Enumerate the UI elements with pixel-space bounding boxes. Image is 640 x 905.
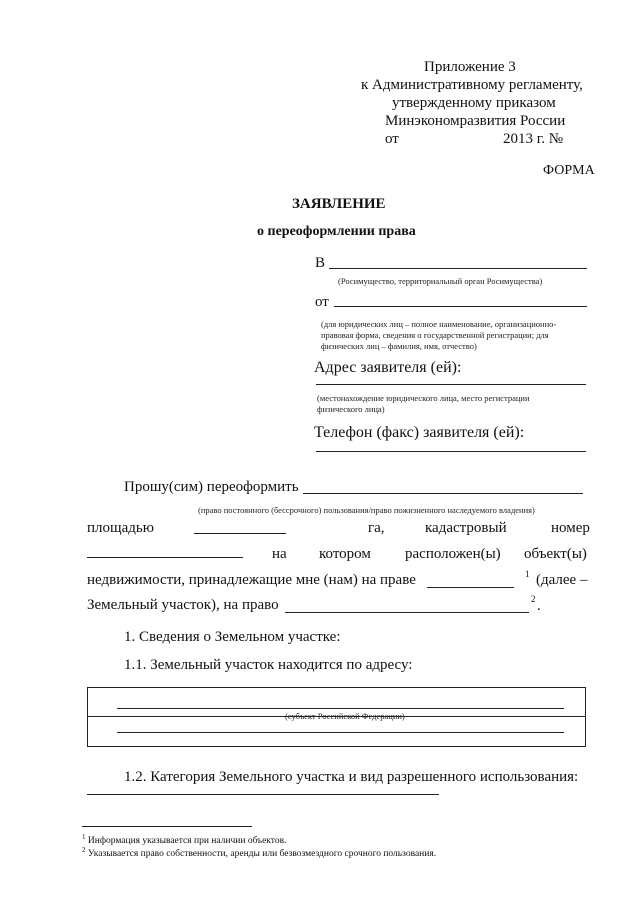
from-hint-3: физических лиц – фамилия, имя, отчество) bbox=[321, 341, 477, 351]
right-type-field-line[interactable] bbox=[303, 493, 583, 494]
hereafter-text: (далее – bbox=[536, 572, 588, 588]
category-field-line[interactable] bbox=[87, 794, 439, 795]
document-title: ЗАЯВЛЕНИЕ bbox=[292, 196, 386, 212]
request-prefix: Прошу(сим) переоформить bbox=[124, 479, 299, 495]
header-ministry-line: Минэкономразвития России bbox=[385, 113, 566, 129]
to-prefix: В bbox=[315, 255, 326, 271]
from-hint-1: (для юридических лиц – полное наименование, организационно- bbox=[321, 319, 557, 329]
to-hint: (Росимущество, территориальный орган Росимущества) bbox=[338, 276, 543, 286]
header-approved-line: утвержденному приказом bbox=[392, 95, 556, 111]
from-prefix: от bbox=[315, 294, 329, 310]
to-field-line[interactable] bbox=[329, 268, 587, 269]
realty-text: недвижимости, принадлежащие мне (нам) на праве bbox=[87, 572, 416, 588]
footnote-separator bbox=[82, 826, 252, 827]
from-hint-2: правовая форма, сведения о государственной регистрации; для bbox=[321, 330, 549, 340]
subject-hint: (субъект Российской Федерации) bbox=[285, 711, 405, 721]
number-word: номер bbox=[551, 520, 590, 536]
subject-field-line[interactable] bbox=[117, 708, 564, 709]
section-1-1-heading: 1.1. Земельный участок находится по адресу: bbox=[124, 657, 413, 673]
footnote-1 bbox=[82, 833, 286, 846]
new-right-field-line[interactable] bbox=[285, 612, 529, 613]
footnote-1-text: Информация указывается при наличии объектов. bbox=[87, 836, 287, 847]
address-field-line[interactable] bbox=[316, 384, 586, 385]
land-plot-text: Земельный участок), на право bbox=[87, 597, 279, 613]
section-1-heading: 1. Сведения о Земельном участке: bbox=[124, 629, 341, 645]
cadastral-number-field-line[interactable] bbox=[87, 557, 243, 558]
header-date-from: от bbox=[385, 131, 399, 147]
header-date-year: 2013 г. № bbox=[503, 131, 564, 147]
from-field-line[interactable] bbox=[334, 306, 587, 307]
located-word: расположен(ы) bbox=[405, 546, 501, 562]
on-word: на bbox=[272, 546, 287, 562]
area-field-line[interactable] bbox=[194, 533, 286, 534]
document-subtitle: о переоформлении права bbox=[257, 224, 416, 239]
address-hint-1: (местонахождение юридического лица, место регистрации bbox=[317, 393, 530, 403]
footnote-2-mark: 2 bbox=[531, 594, 536, 604]
address-label: Адрес заявителя (ей): bbox=[314, 359, 462, 376]
form-label: ФОРМА bbox=[543, 163, 595, 178]
footnote-1-label: 1 bbox=[82, 833, 86, 841]
footnote-1-mark: 1 bbox=[525, 569, 530, 579]
footnote-2 bbox=[82, 846, 436, 859]
hectare-unit: га, bbox=[368, 520, 385, 536]
sentence-period: . bbox=[537, 598, 541, 614]
address-detail-field-line[interactable] bbox=[117, 732, 564, 733]
address-hint-2: физического лица) bbox=[317, 404, 385, 414]
phone-field-line[interactable] bbox=[316, 451, 586, 452]
objects-word: объект(ы) bbox=[524, 546, 587, 562]
cadastral-word: кадастровый bbox=[425, 520, 507, 536]
appendix-number: Приложение 3 bbox=[424, 59, 516, 75]
phone-label: Телефон (факс) заявителя (ей): bbox=[314, 424, 525, 441]
which-word: котором bbox=[319, 546, 371, 562]
right-type-hint: (право постоянного (бессрочного) пользования/право пожизненного наследуемого владения) bbox=[198, 505, 535, 515]
current-right-field-line[interactable] bbox=[427, 587, 514, 588]
footnote-2-text: Указывается право собственности, аренды или безвозмездного срочного пользования. bbox=[87, 849, 437, 860]
area-word: площадью bbox=[87, 520, 154, 536]
section-1-2-heading: 1.2. Категория Земельного участка и вид разрешенного использования: bbox=[124, 769, 579, 785]
address-table bbox=[87, 687, 586, 747]
footnote-2-label: 2 bbox=[82, 846, 86, 854]
header-regulation-line: к Административному регламенту, bbox=[361, 77, 583, 93]
